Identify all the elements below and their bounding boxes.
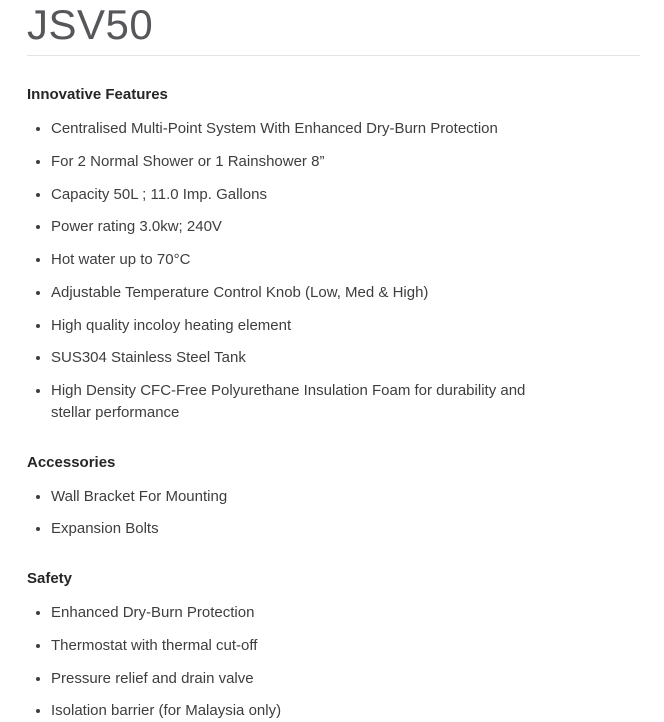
page-title: JSV50 xyxy=(27,1,154,48)
section-heading-innovative-features: Innovative Features xyxy=(27,86,168,104)
list-item: • Thermostat with thermal cut-off xyxy=(51,635,539,657)
safety-list xyxy=(27,602,539,722)
list-item: • Pressure relief and drain valve xyxy=(51,668,539,690)
list-item: • Isolation barrier (for Malaysia only) xyxy=(51,700,539,722)
list-item: • Adjustable Temperature Control Knob (Low, Med & High) xyxy=(51,282,539,304)
list-item: • High Density CFC-Free Polyurethane Insulation Foam for durability and stellar performance xyxy=(51,380,539,424)
list-item: • Wall Bracket For Mounting xyxy=(51,486,539,508)
list-item: • Power rating 3.0kw; 240V xyxy=(51,216,539,238)
list-item: • Enhanced Dry-Burn Protection xyxy=(51,602,539,624)
innovative-features-list xyxy=(27,118,539,424)
list-item: • Centralised Multi-Point System With Enhanced Dry-Burn Protection xyxy=(51,118,539,140)
section-accessories xyxy=(27,454,640,541)
section-innovative-features xyxy=(27,86,640,424)
list-item: • Hot water up to 70°C xyxy=(51,249,539,271)
list-item: • Capacity 50L ; 11.0 Imp. Gallons xyxy=(51,184,539,206)
title-divider xyxy=(27,55,640,56)
accessories-list xyxy=(27,486,539,541)
list-item: • Expansion Bolts xyxy=(51,518,539,540)
section-heading-safety: Safety xyxy=(27,570,73,588)
section-heading-accessories: Accessories xyxy=(27,453,116,471)
list-item: • SUS304 Stainless Steel Tank xyxy=(51,347,539,369)
section-safety xyxy=(27,570,640,722)
list-item: • High quality incoloy heating element xyxy=(51,315,539,337)
list-item: • For 2 Normal Shower or 1 Rainshower 8” xyxy=(51,151,539,173)
